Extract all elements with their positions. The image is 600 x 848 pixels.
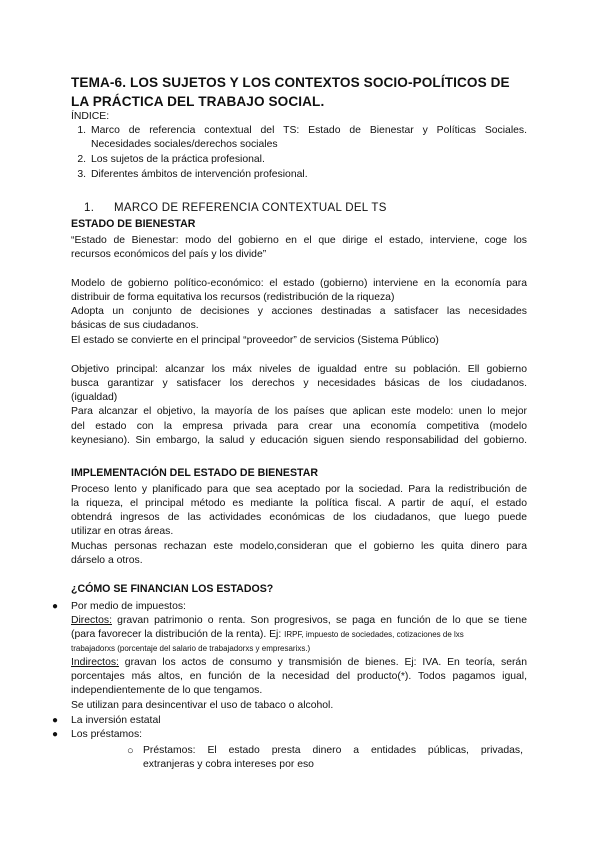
bullet-item: La inversión estatal: [71, 715, 161, 726]
title-line: TEMA-6. LOS SUJETOS Y LOS CONTEXTOS SOCIO-POLÍTICOS DE: [71, 75, 510, 90]
paragraph-line: dárselo a otros.: [71, 555, 143, 566]
paragraph-line: utilizar en otras áreas.: [71, 526, 174, 537]
bullet-item: Por medio de impuestos:: [71, 601, 186, 612]
paragraph-line: básicas de sus ciudadanos.: [71, 320, 199, 331]
paragraph-line: Objetivo principal: alcanzar los máx niveles de igualdad entre su población. Ell gobierno: [71, 364, 527, 375]
indirectos-line: Se utilizan para desincentivar el uso de tabaco o alcohol.: [71, 700, 334, 711]
index-number: 3.: [77, 169, 86, 180]
indirectos-line: independientemente de lo que tengamos.: [71, 685, 263, 696]
paragraph-line: keynesiano). Sin embargo, la salud y educación siguen siendo responsabilidad del gobierno.: [71, 435, 527, 446]
paragraph-line: Para alcanzar el objetivo, la mayoría de los países que aplican este modelo: unen lo mejor: [71, 406, 527, 417]
subsection-heading: ESTADO DE BIENESTAR: [71, 218, 196, 230]
subsection-heading: ¿CÓMO SE FINANCIAN LOS ESTADOS?: [71, 583, 274, 595]
bullet-item: Los préstamos:: [71, 729, 143, 740]
paragraph-line: Adopta un conjunto de decisiones y acciones destinadas a satisfacer las necesidades: [71, 306, 527, 317]
quote-line: “Estado de Bienestar: modo del gobierno en el que dirige el estado, interviene, coge los: [71, 235, 527, 246]
indirectos-line: porcentajes más altos, en función de la necesidad del producto(*). Todos pagamos igual,: [71, 671, 527, 682]
directos-line: trabajadorxs (porcentaje del salario de trabajadorxs y empresarixs.): [71, 644, 311, 653]
subsection-heading: IMPLEMENTACIÓN DEL ESTADO DE BIENESTAR: [71, 467, 319, 479]
paragraph-line: del estado con la empresa privada para crear una economía competitiva (modelo: [71, 421, 527, 432]
bullet-dot: ●: [52, 715, 59, 726]
bullet-dot: ●: [52, 601, 59, 612]
indirectos-line: [71, 656, 527, 670]
index-item-1: Marco de referencia contextual del TS: Estado de Bienestar y Políticas Sociales.: [91, 125, 527, 136]
title-line: LA PRÁCTICA DEL TRABAJO SOCIAL.: [71, 94, 325, 109]
index-item-1-cont: Necesidades sociales/derechos sociales: [91, 139, 278, 150]
indirectos-label: Indirectos:: [71, 657, 119, 668]
index-heading: ÍNDICE:: [71, 111, 110, 122]
quote-line: recursos económicos del país y los divide”: [71, 249, 267, 260]
directos-line: [71, 628, 527, 642]
paragraph-line: la riqueza, el principal método es mediante la política fiscal. A partir de aquí, el estado: [71, 498, 527, 509]
document-title: [71, 73, 531, 111]
paragraph-line: (igualdad): [71, 392, 118, 403]
sub-bullet-circle: ○: [127, 745, 134, 757]
paragraph-line: El estado se convierte en el principal “proveedor” de servicios (Sistema Público): [71, 335, 439, 346]
paragraph-line: obtendrá ingresos de las actividades económicas de los ciudadanos, que luego puede: [71, 512, 527, 523]
sub-bullet-item: extranjeras y cobra intereses por eso: [143, 759, 314, 770]
paragraph-line: distribuir de forma equitativa los recursos (redistribución de la riqueza): [71, 292, 395, 303]
indirectos-text: gravan los actos de consumo y transmisión de bienes. Ej: IVA. En teoría, serán: [118, 657, 527, 668]
directos-label: Directos:: [71, 615, 112, 626]
paragraph-line: Modelo de gobierno político-económico: el estado (gobierno) interviene en la economía para: [71, 278, 527, 289]
section-heading: MARCO DE REFERENCIA CONTEXTUAL DEL TS: [114, 202, 387, 214]
sub-bullet-item: Préstamos: El estado presta dinero a entidades públicas, privadas,: [143, 745, 523, 756]
directos-text: (para favorecer la distribución de la renta). Ej:: [71, 629, 285, 640]
paragraph-line: Muchas personas rechazan este modelo,consideran que el gobierno les quita dinero para: [71, 541, 527, 552]
paragraph-line: Proceso lento y planificado para que sea aceptado por la sociedad. Para la redistribución de: [71, 484, 527, 495]
index-number: 2.: [77, 154, 86, 165]
directos-examples: IRPF, impuesto de sociedades, cotizaciones de lxs: [284, 630, 464, 639]
index-number: 1.: [77, 125, 86, 136]
directos-text: gravan patrimonio o renta. Son progresivos, se paga en función de lo que se tiene: [112, 615, 527, 626]
index-item-3: Diferentes ámbitos de intervención profesional.: [91, 169, 308, 180]
section-number: 1.: [84, 202, 95, 214]
paragraph-line: busca garantizar y satisfacer los derechos y necesidades básicas de los ciudadanos.: [71, 378, 527, 389]
directos-line: [71, 614, 527, 628]
index-item-2: Los sujetos de la práctica profesional.: [91, 154, 265, 165]
bullet-dot: ●: [52, 729, 59, 740]
